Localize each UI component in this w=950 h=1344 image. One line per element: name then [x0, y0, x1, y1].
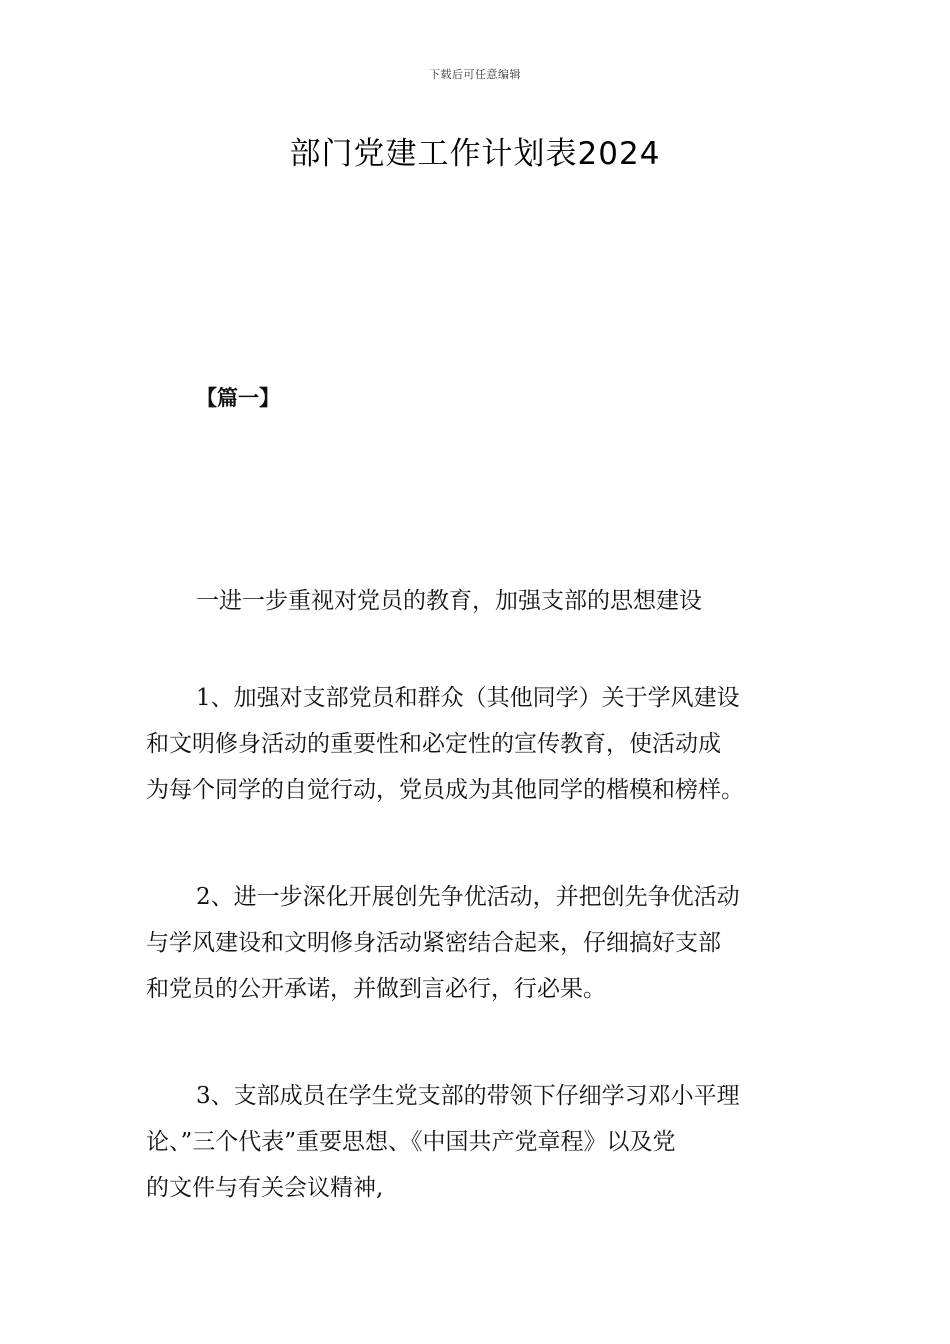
paragraph-line: [146, 1073, 810, 1119]
paragraph-line: 论、”三个代表”重要思想、《中国共产党章程》以及党: [146, 1129, 676, 1155]
paragraph-line: 与学风建设和文明修身活动紧密结合起来，仔细搞好支部: [146, 930, 721, 956]
heading-text: 一进一步重视对党员的教育，加强支部的思想建设: [196, 588, 702, 614]
section-marker: 【篇一】: [196, 385, 280, 410]
paragraph-line: 为每个同学的自觉行动，党员成为其他同学的楷模和榜样。: [146, 777, 744, 803]
paragraph-line-text: 2、进一步深化开展创先争优活动，并把创先争优活动: [196, 884, 740, 910]
paragraph-line-text: 1、加强对支部党员和群众（其他同学）关于学风建设: [196, 685, 740, 711]
header-note: 下载后可任意编辑: [429, 68, 521, 81]
heading-line: [146, 578, 810, 624]
document-title: 部门党建工作计划表2024: [289, 136, 661, 172]
paragraph-line: 的文件与有关会议精神,: [146, 1175, 384, 1201]
section-heading: [146, 578, 810, 624]
paragraph-line: 和党员的公开承诺，并做到言必行，行必果。: [146, 976, 606, 1002]
paragraph-3: [146, 1073, 810, 1211]
paragraph-line-text: 3、支部成员在学生党支部的带领下仔细学习邓小平理: [196, 1083, 740, 1109]
paragraph-line: [146, 874, 810, 920]
paragraph-line: 和文明修身活动的重要性和必定性的宣传教育，使活动成: [146, 731, 721, 757]
paragraph-1: [146, 675, 810, 813]
paragraph-2: [146, 874, 810, 1012]
paragraph-line: [146, 675, 810, 721]
